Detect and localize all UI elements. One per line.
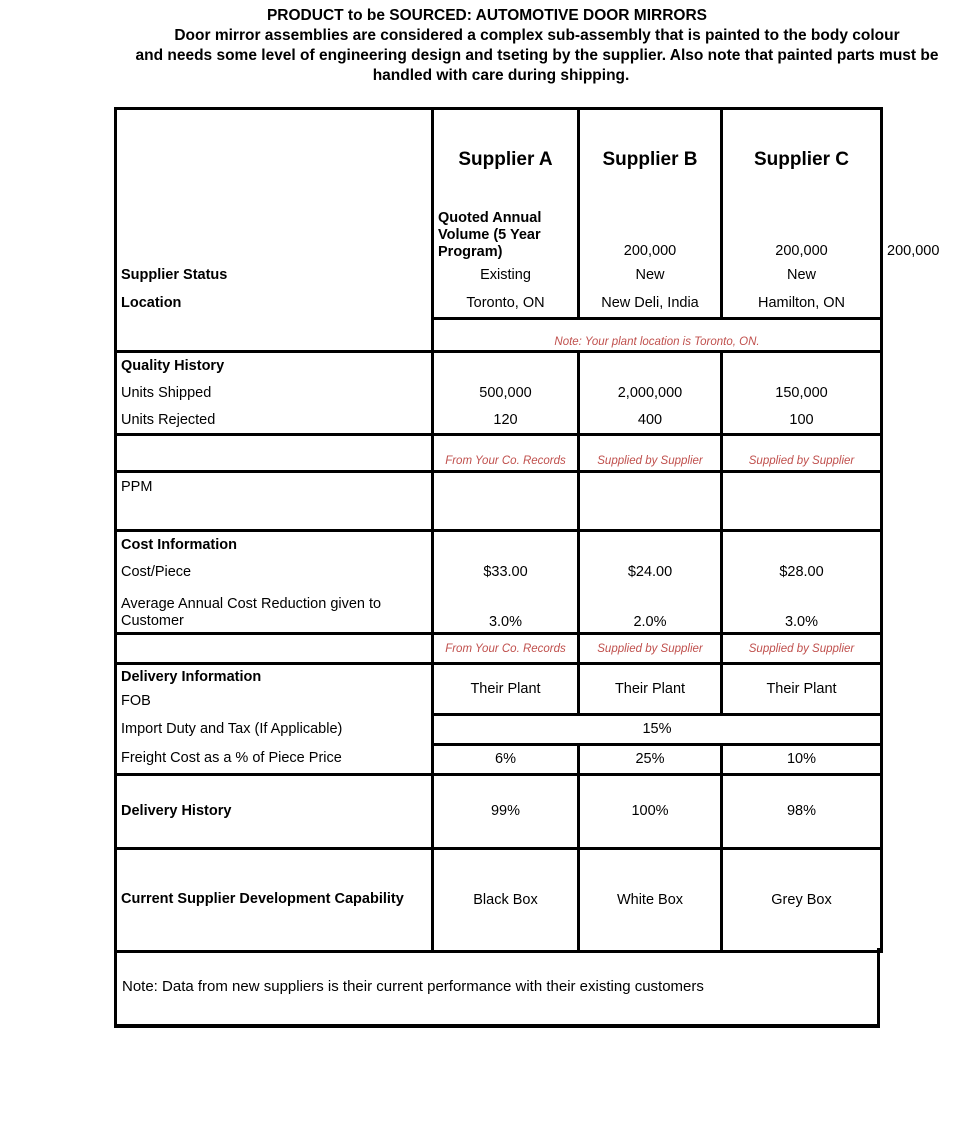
column-header-supplier-a: Supplier A	[433, 109, 579, 211]
note-plant-location: Note: Your plant location is Toronto, ON.	[433, 319, 882, 352]
cell-units-shipped-supplier-b: 2,000,000	[579, 379, 722, 406]
cell-cost-title-supplier-b	[579, 531, 722, 559]
row-label-cost-per-piece: Cost/Piece	[116, 558, 433, 586]
cell-fob-supplier-a: Their Plant	[433, 664, 579, 715]
row-label-units-rejected: Units Rejected	[116, 406, 433, 435]
source-note-quality-supplier-c: Supplied by Supplier	[722, 435, 882, 472]
table-row-cost-source-notes	[116, 634, 882, 664]
cell-cost-reduction-supplier-b: 2.0%	[579, 586, 722, 634]
header-empty-cell	[116, 109, 433, 262]
table-row-supplier-status	[116, 261, 882, 288]
section-title-quality-history: Quality History	[116, 352, 433, 380]
cell-location-supplier-c: Hamilton, ON	[722, 288, 882, 319]
source-note-cost-supplier-b: Supplied by Supplier	[579, 634, 722, 664]
cell-development-supplier-c: Grey Box	[722, 848, 882, 951]
cell-delivery-history-supplier-a: 99%	[433, 774, 579, 848]
source-note-quality-supplier-b: Supplied by Supplier	[579, 435, 722, 472]
table-row-plant-location-note	[116, 319, 882, 352]
section-title-delivery-information: Delivery Information	[116, 664, 433, 689]
cell-quality-title-supplier-a	[433, 352, 579, 380]
cell-fob-supplier-b: Their Plant	[579, 664, 722, 715]
row-label-plant-location-note-empty	[116, 319, 433, 352]
row-label-quality-source-empty	[116, 435, 433, 472]
row-label-import-duty: Import Duty and Tax (If Applicable)	[116, 714, 433, 744]
cell-cost-reduction-supplier-a: 3.0%	[433, 586, 579, 634]
cell-cost-reduction-supplier-c: 3.0%	[722, 586, 882, 634]
table-row-location	[116, 288, 882, 319]
cell-freight-supplier-c: 10%	[722, 744, 882, 774]
footer-note-text: Note: Data from new suppliers is their current performance with their existing customers	[122, 977, 704, 995]
cell-quoted-volume-supplier-a: 200,000	[579, 210, 722, 261]
cell-status-supplier-b: New	[579, 261, 722, 288]
cell-cost-per-piece-supplier-c: $28.00	[722, 558, 882, 586]
row-label-ppm: PPM	[116, 472, 433, 531]
cell-cost-per-piece-supplier-b: $24.00	[579, 558, 722, 586]
row-label-delivery-history: Delivery History	[116, 774, 433, 848]
table-row-delivery-history	[116, 774, 882, 848]
row-label-location: Location	[116, 288, 433, 319]
section-title-cost-information: Cost Information	[116, 531, 433, 559]
cell-freight-supplier-a: 6%	[433, 744, 579, 774]
table-row-delivery-information-title	[116, 664, 882, 689]
cell-units-rejected-supplier-b: 400	[579, 406, 722, 435]
row-label-units-shipped: Units Shipped	[116, 379, 433, 406]
document-header	[0, 0, 974, 86]
cell-development-supplier-b: White Box	[579, 848, 722, 951]
cell-cost-title-supplier-a	[433, 531, 579, 559]
table-row-development-capability	[116, 848, 882, 951]
row-label-annual-cost-reduction: Average Annual Cost Reduction given to Customer	[116, 586, 433, 634]
cell-delivery-history-supplier-c: 98%	[722, 774, 882, 848]
cell-quality-title-supplier-b	[579, 352, 722, 380]
row-label-supplier-status: Supplier Status	[116, 261, 433, 288]
cell-location-supplier-b: New Deli, India	[579, 288, 722, 319]
row-label-freight-cost: Freight Cost as a % of Piece Price	[116, 744, 433, 774]
cell-units-shipped-supplier-a: 500,000	[433, 379, 579, 406]
cell-import-duty-merged: 15%	[433, 714, 882, 744]
table-row-units-rejected	[116, 406, 882, 435]
cell-ppm-supplier-c	[722, 472, 882, 531]
table-row-freight-cost	[116, 744, 882, 774]
header-description-line-3: handled with care during shipping.	[372, 67, 630, 84]
column-header-supplier-c: Supplier C	[722, 109, 882, 211]
table-row-units-shipped	[116, 379, 882, 406]
supplier-comparison-table-container	[114, 107, 940, 953]
cell-location-supplier-a: Toronto, ON	[433, 288, 579, 319]
table-row-annual-cost-reduction	[116, 586, 882, 634]
cell-development-supplier-a: Black Box	[433, 848, 579, 951]
cell-status-supplier-a: Existing	[433, 261, 579, 288]
row-label-fob: FOB	[116, 688, 433, 714]
cell-ppm-supplier-a	[433, 472, 579, 531]
column-header-supplier-b: Supplier B	[579, 109, 722, 211]
table-row-quality-history-title	[116, 352, 882, 380]
source-note-cost-supplier-c: Supplied by Supplier	[722, 634, 882, 664]
cell-fob-supplier-c: Their Plant	[722, 664, 882, 715]
supplier-comparison-table	[114, 107, 940, 953]
cell-units-rejected-supplier-c: 100	[722, 406, 882, 435]
cell-delivery-history-supplier-b: 100%	[579, 774, 722, 848]
row-label-quoted-volume: Quoted Annual Volume (5 Year Program)	[433, 210, 579, 261]
cell-ppm-supplier-b	[579, 472, 722, 531]
source-note-quality-supplier-a: From Your Co. Records	[433, 435, 579, 472]
cell-freight-supplier-b: 25%	[579, 744, 722, 774]
cell-cost-title-supplier-c	[722, 531, 882, 559]
table-row-cost-per-piece	[116, 558, 882, 586]
cell-status-supplier-c: New	[722, 261, 882, 288]
table-header-row	[116, 109, 882, 211]
row-label-cost-source-empty	[116, 634, 433, 664]
page-title: PRODUCT to be SOURCED: AUTOMOTIVE DOOR MIRRORS	[266, 7, 708, 24]
cell-quality-title-supplier-c	[722, 352, 882, 380]
table-row-cost-information-title	[116, 531, 882, 559]
table-row-ppm	[116, 472, 882, 531]
cell-units-rejected-supplier-a: 120	[433, 406, 579, 435]
cell-cost-per-piece-supplier-a: $33.00	[433, 558, 579, 586]
cell-quoted-volume-supplier-b: 200,000	[722, 210, 882, 261]
table-row-quoted-volume: Quoted Annual Volume (5 Year Program) 200,000 200,000 200,000	[116, 210, 882, 261]
footer-note-box	[114, 948, 880, 1028]
table-row-quality-source-notes	[116, 435, 882, 472]
header-description-line-1: Door mirror assemblies are considered a complex sub-assembly that is painted to the body colour	[174, 27, 900, 44]
header-description-line-2: and needs some level of engineering design and tseting by the supplier. Also note that painted parts must be	[135, 47, 939, 64]
row-label-development-capability: Current Supplier Development Capability	[116, 848, 433, 951]
table-row-import-duty	[116, 714, 882, 744]
header-description	[0, 26, 974, 86]
cell-units-shipped-supplier-c: 150,000	[722, 379, 882, 406]
source-note-cost-supplier-a: From Your Co. Records	[433, 634, 579, 664]
